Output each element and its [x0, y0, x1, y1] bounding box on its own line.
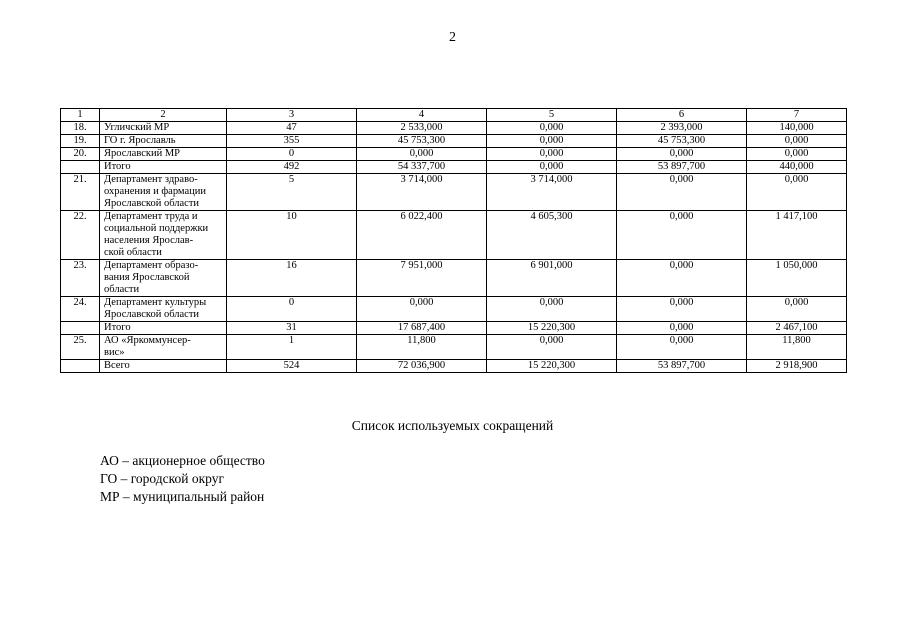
table-cell-c7: 0,000: [747, 135, 847, 148]
table-cell-c7: 0,000: [747, 174, 847, 211]
table-cell-c7: 0,000: [747, 297, 847, 322]
table-cell-c5: 4 605,300: [487, 211, 617, 260]
table-cell-c7: 440,000: [747, 161, 847, 174]
table-cell-c6: 0,000: [617, 260, 747, 297]
table-cell-idx: 22.: [61, 211, 100, 260]
table-cell-c3: 10: [227, 211, 357, 260]
table-cell-c3: 5: [227, 174, 357, 211]
table-cell-idx: 21.: [61, 174, 100, 211]
table-header-row: [61, 109, 847, 122]
table-cell-name: Всего: [100, 360, 227, 373]
table-cell-c3: 492: [227, 161, 357, 174]
table-cell-c5: 0,000: [487, 161, 617, 174]
table-cell-idx: 24.: [61, 297, 100, 322]
table-cell-c4: 2 533,000: [357, 122, 487, 135]
table-cell-c5: 15 220,300: [487, 360, 617, 373]
table-cell-c4: 3 714,000: [357, 174, 487, 211]
table-cell-c5: 0,000: [487, 297, 617, 322]
table-cell-c6: 0,000: [617, 211, 747, 260]
table-row: [61, 335, 847, 360]
table-cell-c3: 47: [227, 122, 357, 135]
header-cell: 6: [617, 109, 747, 122]
table-cell-c5: 6 901,000: [487, 260, 617, 297]
table-cell-c7: 1 417,100: [747, 211, 847, 260]
table-cell-c4: 72 036,900: [357, 360, 487, 373]
table-cell-name: Департамент здраво- охранения и фармации Ярославской области: [100, 174, 227, 211]
table-cell-idx: 20.: [61, 148, 100, 161]
table-cell-c7: 2 918,900: [747, 360, 847, 373]
table-row: [61, 174, 847, 211]
table-cell-c6: 45 753,300: [617, 135, 747, 148]
header-cell: 5: [487, 109, 617, 122]
table-cell-c7: 0,000: [747, 148, 847, 161]
table-cell-c3: 0: [227, 297, 357, 322]
table-cell-c6: 0,000: [617, 322, 747, 335]
table-cell-c7: 140,000: [747, 122, 847, 135]
abbreviation-item: ГО – городской округ: [100, 471, 225, 486]
table-row: [61, 360, 847, 373]
table-cell-c4: 11,800: [357, 335, 487, 360]
table-cell-c3: 1: [227, 335, 357, 360]
table-cell-idx: 23.: [61, 260, 100, 297]
table-cell-c7: 1 050,000: [747, 260, 847, 297]
table-cell-name: ГО г. Ярославль: [100, 135, 227, 148]
table-cell-c3: 31: [227, 322, 357, 335]
table-cell-idx: 18.: [61, 122, 100, 135]
data-table: [60, 108, 847, 373]
table-row: [61, 148, 847, 161]
table-cell-idx: 25.: [61, 335, 100, 360]
table-cell-c4: 7 951,000: [357, 260, 487, 297]
table-cell-c5: 0,000: [487, 148, 617, 161]
table-row: [61, 122, 847, 135]
table-body: [61, 122, 847, 373]
table-cell-c6: 0,000: [617, 174, 747, 211]
abbreviation-item: МР – муниципальный район: [100, 489, 265, 504]
table-cell-c7: 11,800: [747, 335, 847, 360]
table-cell-idx: 19.: [61, 135, 100, 148]
table-cell-c6: 0,000: [617, 335, 747, 360]
header-cell: 7: [747, 109, 847, 122]
table-cell-c6: 0,000: [617, 297, 747, 322]
table-cell-c4: 54 337,700: [357, 161, 487, 174]
table-cell-idx: [61, 322, 100, 335]
table-cell-c4: 6 022,400: [357, 211, 487, 260]
abbreviations-list: [100, 452, 265, 506]
table-row: [61, 260, 847, 297]
table-cell-c5: 0,000: [487, 135, 617, 148]
table-row: [61, 211, 847, 260]
table-cell-c6: 53 897,700: [617, 161, 747, 174]
table-cell-c5: 3 714,000: [487, 174, 617, 211]
table-cell-name: Угличский МР: [100, 122, 227, 135]
table-cell-c3: 16: [227, 260, 357, 297]
abbreviations-title: Список используемых сокращений: [351, 418, 554, 433]
header-cell: 1: [61, 109, 100, 122]
table-cell-c7: 2 467,100: [747, 322, 847, 335]
table-cell-c3: 0: [227, 148, 357, 161]
table-cell-c5: 0,000: [487, 335, 617, 360]
table-cell-c4: 45 753,300: [357, 135, 487, 148]
table-cell-c3: 355: [227, 135, 357, 148]
table-cell-c5: 0,000: [487, 122, 617, 135]
header-cell: 4: [357, 109, 487, 122]
table-cell-c6: 0,000: [617, 148, 747, 161]
table-cell-idx: [61, 360, 100, 373]
table-cell-c6: 53 897,700: [617, 360, 747, 373]
table-cell-name: Итого: [100, 161, 227, 174]
table-cell-name: Департамент труда и социальной поддержки населения Ярослав- ской области: [100, 211, 227, 260]
header-cell: 2: [100, 109, 227, 122]
abbreviation-item: АО – акционерное общество: [100, 453, 265, 468]
table-cell-c5: 15 220,300: [487, 322, 617, 335]
table-row: [61, 322, 847, 335]
table-cell-c4: 17 687,400: [357, 322, 487, 335]
table-cell-c3: 524: [227, 360, 357, 373]
table-cell-c4: 0,000: [357, 148, 487, 161]
page-number: 2: [449, 30, 456, 45]
table-cell-name: АО «Яркоммунсер- вис»: [100, 335, 227, 360]
table-cell-name: Департамент образо- вания Ярославской области: [100, 260, 227, 297]
table-cell-name: Итого: [100, 322, 227, 335]
header-cell: 3: [227, 109, 357, 122]
table-cell-c6: 2 393,000: [617, 122, 747, 135]
table-cell-c4: 0,000: [357, 297, 487, 322]
table-row: [61, 161, 847, 174]
table-cell-name: Департамент культуры Ярославской области: [100, 297, 227, 322]
table-cell-name: Ярославский МР: [100, 148, 227, 161]
table-row: [61, 297, 847, 322]
table-cell-idx: [61, 161, 100, 174]
table-row: [61, 135, 847, 148]
